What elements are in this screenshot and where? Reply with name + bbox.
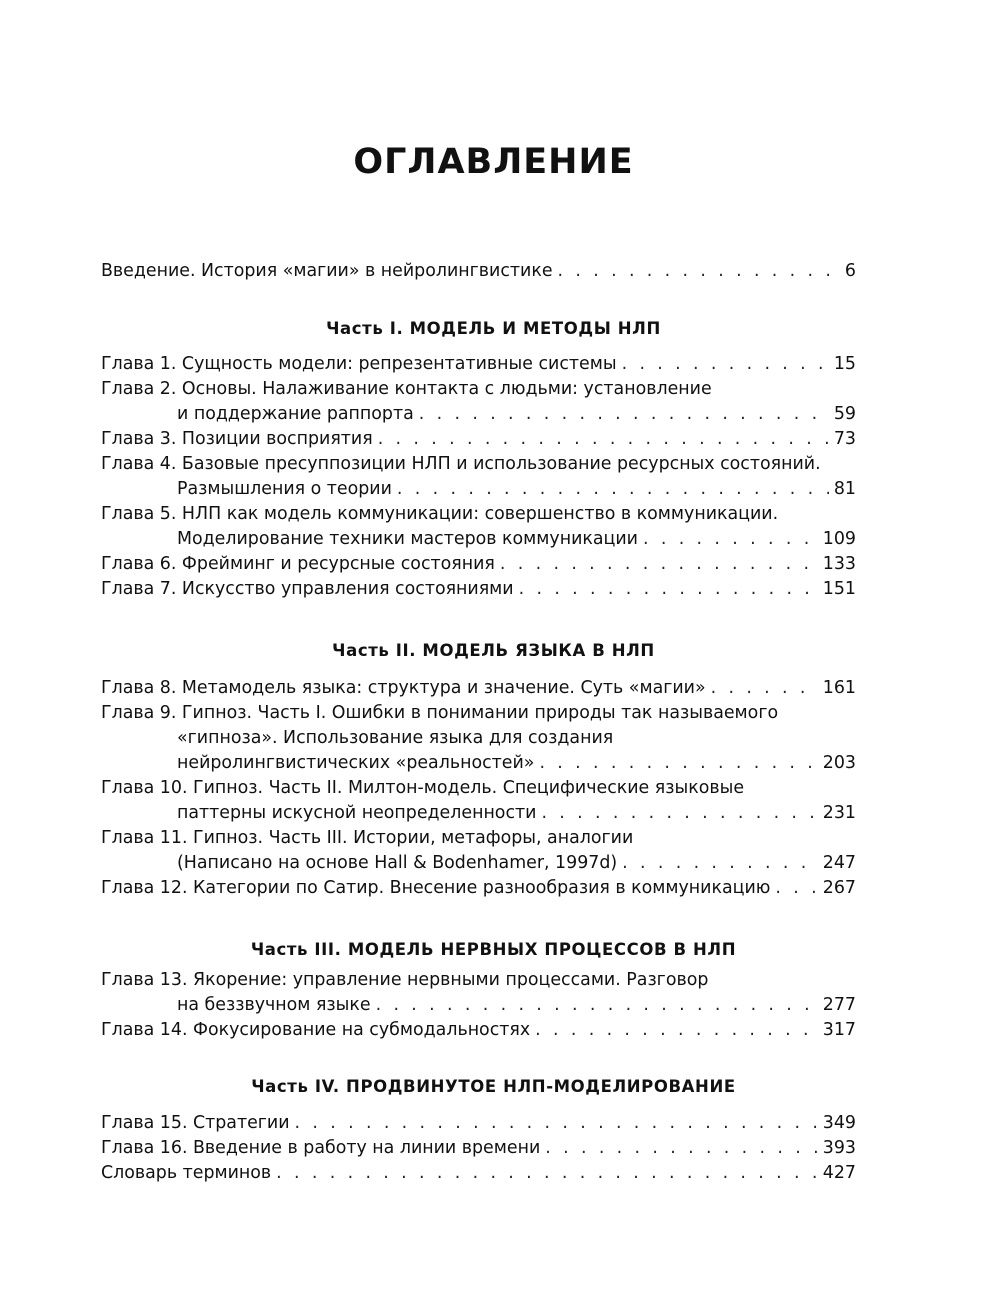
dot-leader [378, 427, 829, 452]
toc-entry[interactable] [101, 427, 856, 452]
dot-leader [519, 577, 818, 602]
page-number: 427 [822, 1163, 856, 1183]
page-number: 73 [833, 429, 856, 449]
toc-entry[interactable] [101, 452, 856, 477]
dot-leader [558, 259, 840, 284]
dot-leader [276, 1161, 818, 1186]
toc-entry[interactable] [101, 502, 856, 527]
toc-entry[interactable] [177, 477, 856, 502]
page-number: 267 [822, 878, 856, 898]
entry-title: Глава 3. Позиции восприятия [101, 429, 373, 449]
toc-entry[interactable] [101, 1161, 856, 1186]
entry-title: Глава 11. Гипноз. Часть III. Истории, метафоры, аналогии [101, 828, 634, 848]
page-number: 6 [844, 261, 856, 281]
part-heading: Часть III. МОДЕЛЬ НЕРВНЫХ ПРОЦЕССОВ В НЛП [250, 940, 737, 959]
entry-title: «гипноза». Использование языка для создания [177, 728, 614, 748]
dot-leader [622, 352, 829, 377]
toc-entry[interactable] [101, 577, 856, 602]
toc-entry[interactable] [177, 402, 856, 427]
toc-entry[interactable] [101, 1018, 856, 1043]
toc-entry[interactable] [101, 826, 856, 851]
entry-title: Глава 6. Фрейминг и ресурсные состояния [101, 554, 495, 574]
part-heading: Часть I. МОДЕЛЬ И МЕТОДЫ НЛП [326, 319, 661, 338]
page-number: 109 [822, 529, 856, 549]
page-number: 133 [822, 554, 856, 574]
page-number: 393 [822, 1138, 856, 1158]
entry-title: Глава 7. Искусство управления состояниями [101, 579, 514, 599]
toc-entry[interactable] [177, 726, 856, 751]
toc-entry[interactable] [177, 801, 856, 826]
entry-title: Глава 13. Якорение: управление нервными процессами. Разговор [101, 970, 709, 990]
entry-title: Введение. История «магии» в нейролингвистике [101, 261, 553, 281]
entry-title: Моделирование техники мастеров коммуникации [177, 529, 638, 549]
entry-title: и поддержание раппорта [177, 404, 414, 424]
page-number: 277 [822, 995, 856, 1015]
entry-title: Глава 1. Сущность модели: репрезентативные системы [101, 354, 617, 374]
entry-title: Размышления о теории [177, 479, 392, 499]
page-number: 247 [822, 853, 856, 873]
entry-title: на беззвучном языке [177, 995, 371, 1015]
entry-title: Глава 14. Фокусирование на субмодальностях [101, 1020, 531, 1040]
toc-entry[interactable] [101, 377, 856, 402]
part-heading: Часть IV. ПРОДВИНУТОЕ НЛП-МОДЕЛИРОВАНИЕ [251, 1077, 736, 1096]
entry-title: (Написано на основе Hall & Bodenhamer, 1997d) [177, 853, 618, 873]
dot-leader [539, 751, 817, 776]
dot-leader [535, 1018, 818, 1043]
dot-leader [376, 993, 818, 1018]
page-number: 349 [822, 1113, 856, 1133]
page-number: 317 [822, 1020, 856, 1040]
dot-leader [541, 801, 817, 826]
dot-leader [643, 527, 818, 552]
toc-entry[interactable] [177, 993, 856, 1018]
entry-title: Глава 8. Метамодель языка: структура и значение. Суть «магии» [101, 678, 706, 698]
toc-entry[interactable] [177, 751, 856, 776]
dot-leader [545, 1136, 818, 1161]
dot-leader [775, 876, 817, 901]
toc-entry[interactable] [101, 676, 856, 701]
page-title: ОГЛАВЛЕНИЕ [353, 142, 634, 182]
toc-entry[interactable] [101, 552, 856, 577]
dot-leader [711, 676, 818, 701]
dot-leader [419, 402, 829, 427]
entry-title: Глава 16. Введение в работу на линии времени [101, 1138, 541, 1158]
page-number: 81 [833, 479, 856, 499]
dot-leader [295, 1111, 818, 1136]
entry-title: Глава 2. Основы. Налаживание контакта с людьми: установление [101, 379, 712, 399]
dot-leader [397, 477, 829, 502]
toc-entry[interactable] [101, 968, 856, 993]
entry-title: паттерны искусной неопределенности [177, 803, 537, 823]
entry-title: Глава 5. НЛП как модель коммуникации: совершенство в коммуникации. [101, 504, 779, 524]
entry-title: нейролингвистических «реальностей» [177, 753, 535, 773]
entry-title: Глава 10. Гипноз. Часть II. Милтон-модель. Специфические языковые [101, 778, 745, 798]
page-number: 151 [822, 579, 856, 599]
entry-title: Глава 12. Категории по Сатир. Внесение разнообразия в коммуникацию [101, 878, 771, 898]
page-number: 203 [822, 753, 856, 773]
page-number: 59 [833, 404, 856, 424]
entry-title: Словарь терминов [101, 1163, 272, 1183]
toc-entry[interactable] [101, 1111, 856, 1136]
page-number: 161 [822, 678, 856, 698]
toc-entry[interactable] [101, 1136, 856, 1161]
toc-entry[interactable] [177, 527, 856, 552]
toc-entry[interactable] [101, 352, 856, 377]
entry-title: Глава 15. Стратегии [101, 1113, 290, 1133]
page-number: 231 [822, 803, 856, 823]
entry-title: Глава 4. Базовые пресуппозиции НЛП и использование ресурсных состояний. [101, 454, 821, 474]
dot-leader [500, 552, 818, 577]
entry-title: Глава 9. Гипноз. Часть I. Ошибки в понимании природы так называемого [101, 703, 779, 723]
page-number: 15 [833, 354, 856, 374]
toc-entry[interactable] [101, 776, 856, 801]
toc-entry[interactable] [101, 876, 856, 901]
toc-entry[interactable] [101, 701, 856, 726]
toc-entry-intro[interactable] [101, 259, 856, 284]
part-heading: Часть II. МОДЕЛЬ ЯЗЫКА В НЛП [332, 641, 655, 660]
dot-leader [622, 851, 818, 876]
toc-entry[interactable] [177, 851, 856, 876]
